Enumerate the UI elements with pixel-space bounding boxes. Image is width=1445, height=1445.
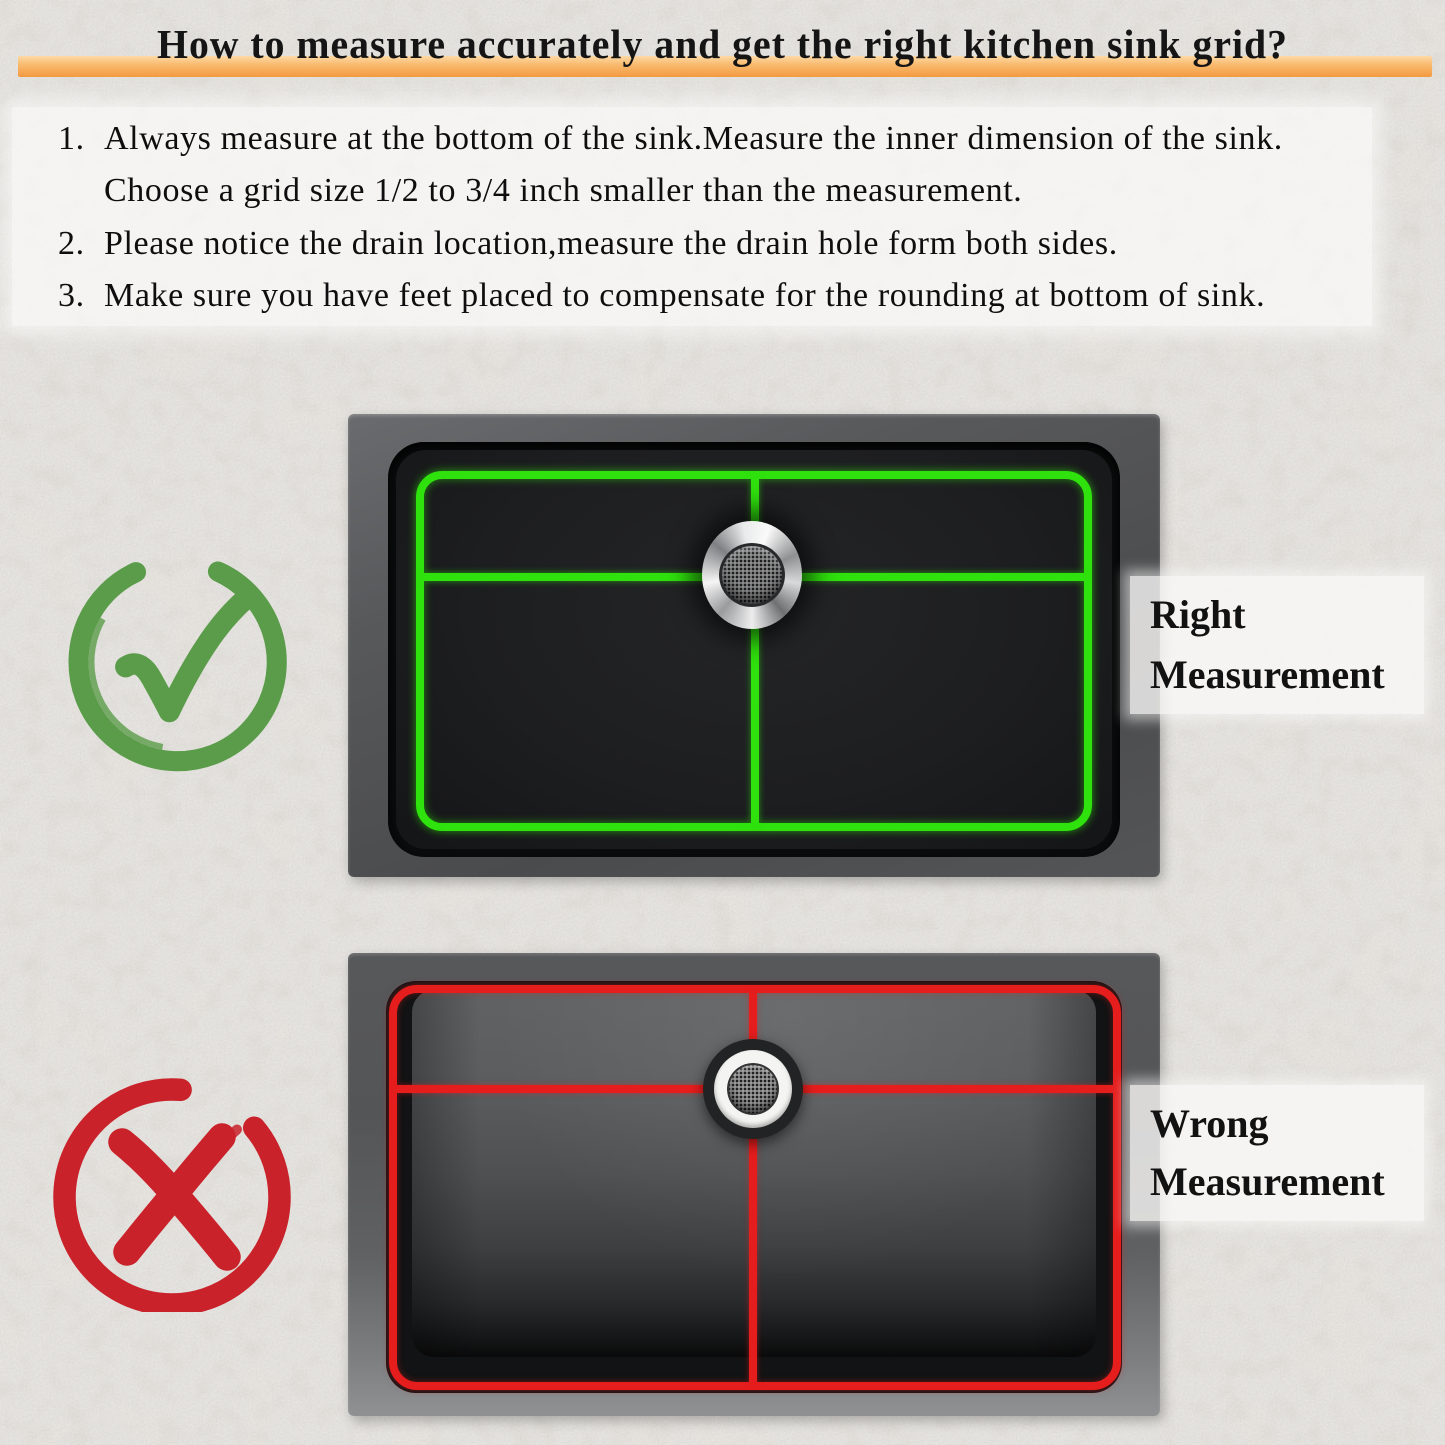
- instruction-text: Make sure you have feet placed to compensate for the rounding at bottom of sink.: [104, 277, 1266, 314]
- instruction-number: 3.: [58, 277, 85, 314]
- drain-mesh: [719, 543, 785, 607]
- instructions-panel: [12, 107, 1372, 326]
- drain-mesh: [727, 1063, 779, 1115]
- drain-strainer: [702, 521, 802, 629]
- cross-icon: [47, 1062, 297, 1312]
- label-line: Wrong: [1150, 1100, 1269, 1146]
- page-title: How to measure accurately and get the right kitchen sink grid?: [157, 21, 1288, 67]
- label-line: Right: [1150, 592, 1246, 638]
- instruction-number: 2.: [58, 225, 85, 262]
- drain-strainer: [703, 1039, 803, 1139]
- instruction-text: Always measure at the bottom of the sink.Measure the inner dimension of the sink.: [104, 120, 1283, 157]
- wrong-measurement-label: [1130, 1085, 1424, 1221]
- instruction-item-2: [58, 225, 1118, 263]
- right-measurement-label: [1130, 576, 1424, 714]
- label-line: Measurement: [1150, 651, 1385, 697]
- sink-wrong-example: [348, 953, 1160, 1416]
- check-icon: [62, 537, 298, 773]
- instruction-number: 1.: [58, 120, 85, 157]
- instruction-item-1: [58, 120, 1283, 158]
- header: [0, 0, 1445, 95]
- instruction-text: Please notice the drain location,measure the drain hole form both sides.: [104, 225, 1118, 262]
- label-line: Measurement: [1150, 1159, 1385, 1205]
- instruction-item-1-continued: [104, 172, 1022, 210]
- instruction-text: Choose a grid size 1/2 to 3/4 inch smaller than the measurement.: [104, 172, 1023, 209]
- sink-right-example: [348, 414, 1160, 877]
- instruction-item-3: [58, 277, 1265, 315]
